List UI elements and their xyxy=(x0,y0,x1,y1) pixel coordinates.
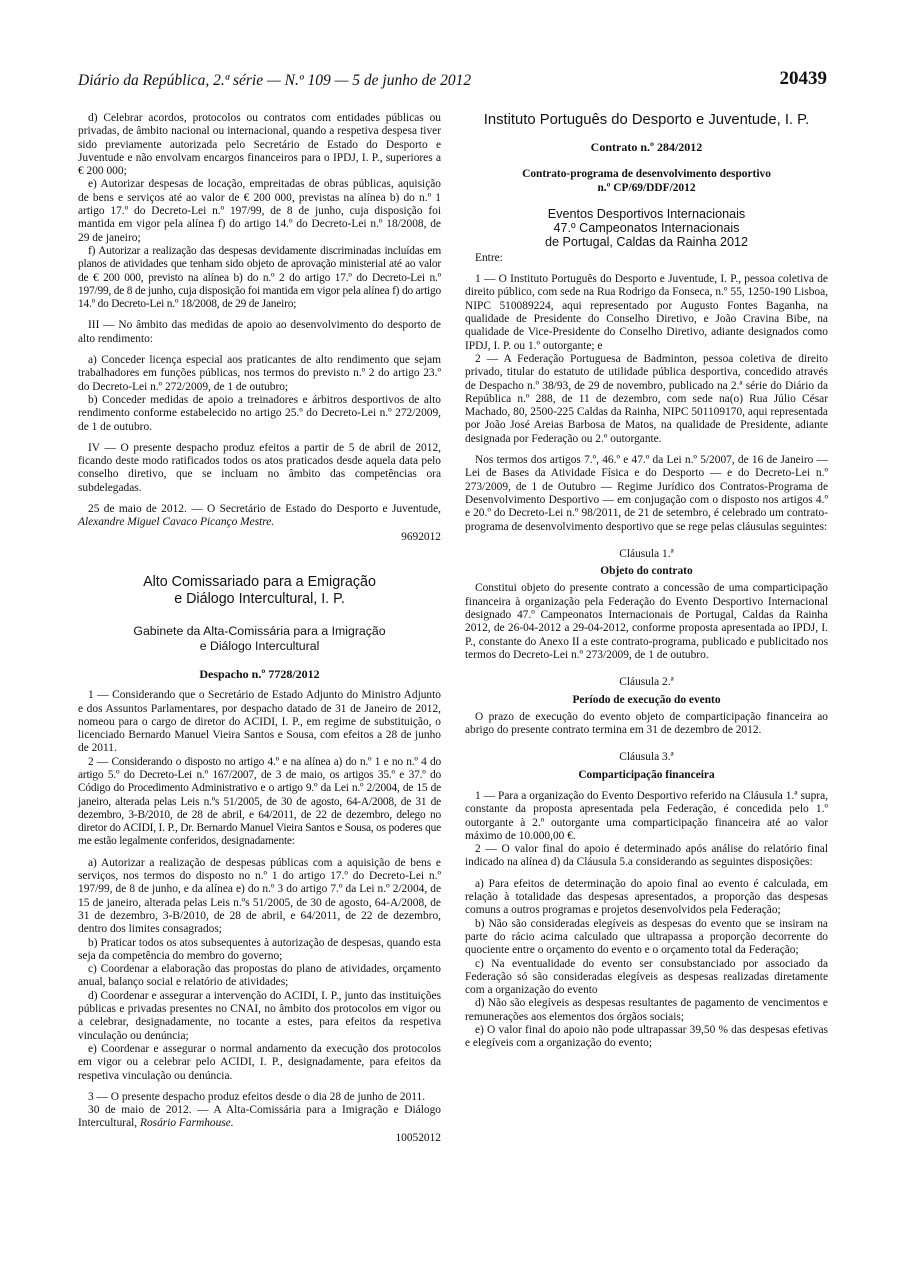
signer-2: Rosário Farmhouse. xyxy=(140,1117,234,1130)
event-title xyxy=(465,207,828,249)
clause-3-label: Cláusula 3.ª xyxy=(619,751,674,764)
clause-1-label: Cláusula 1.ª xyxy=(619,547,674,560)
despacho-paragraph-3: 3 — O presente despacho produz efeitos desde o dia 28 de junho de 2011. xyxy=(88,1090,426,1103)
program-title xyxy=(465,168,828,195)
contract-paragraph-2: 2 — A Federação Portuguesa de Badminton, pessoa coletiva de direito privado, titular do estatuto de utilidade pública desportiva, concedido através de Despacho n.º 38/93, de 29 de novembro, publicado na 2.ª série do Diário da República n.º 288, de 11 de dezembro, com sede na(o) Rua Júlio César Machado, 80, 2500-225 Caldas da Rainha, NIPC 501109170, aqui representada por João José Areias Barbosa de Matos, na qualidade de Presidente, adiante designada por Federação ou 2.º outorgante. xyxy=(465,352,828,445)
clause-3-item-e: e) O valor final do apoio não pode ultrapassar 39,50 % das despesas efetivas e elegíveis com a organização do evento; xyxy=(465,1024,828,1050)
org-subtitle-line1: Gabinete da Alta-Comissária para a Imigração xyxy=(133,623,386,638)
entre-label: Entre: xyxy=(475,251,503,264)
institute-title: Instituto Português do Desporto e Juventude, I. P. xyxy=(483,112,810,128)
event-title-line1: Eventos Desportivos Internacionais xyxy=(547,206,746,221)
paragraph-f: f) Autorizar a realização das despesas devidamente discriminadas incluídas em planos de atividades que tenham sido objeto de aprovação ministerial até ao valor de € 200 000, previsto na alínea b) do n.º 2 do artigo 17.º do Decreto-Lei n.º 197/99, de 8 de junho, cuja disposição foi mantida em vigor pela alínea f) do artigo 14.º do Decreto-Lei n.º 18/2008, de 29 de Janeiro; xyxy=(78,244,441,311)
contract-paragraph-1: 1 — O Instituto Português do Desporto e Juventude, I. P., pessoa coletiva de direito público, com sede na Rua Rodrigo da Fonseca, n.º 55, 1250-190 Lisboa, NIPC 510089224, aqui representado por Augusto Fontes Baganha, na qualidade de Presidente do Conselho Diretivo, e João Cravina Bibe, na qualidade de Vice-Presidente do Conselho Diretivo, adiante designados como IPDJ, I. P. ou 1.º outorgante; e xyxy=(465,273,828,352)
contract-title: Contrato n.º 284/2012 xyxy=(590,140,703,154)
left-column xyxy=(78,112,441,1145)
clause-3-item-d: d) Não são elegíveis as despesas resultantes de pagamento de vencimentos e remunerações aos elementos dos órgãos sociais; xyxy=(465,997,828,1023)
org-title-line1: Alto Comissariado para a Emigração xyxy=(143,573,376,590)
right-column xyxy=(465,112,828,1051)
org-subtitle xyxy=(78,624,441,654)
page-number: 20439 xyxy=(779,68,827,89)
clause-2-title: Período de execução do evento xyxy=(572,693,721,706)
clause-3-item-a: a) Para efeitos de determinação do apoio final ao evento é calculada, em relação à totalidade das despesas apresentados, a proporção das despesas comuns a outros programas e projetos desenvolvidos pela Federação; xyxy=(465,877,828,917)
page-header xyxy=(78,68,827,94)
clause-3-title: Comparticipação financeira xyxy=(578,768,715,781)
date-line-2 xyxy=(78,1104,441,1131)
clause-2-label: Cláusula 2.ª xyxy=(619,676,674,689)
despacho-paragraph-2c: c) Coordenar a elaboração das propostas do plano de atividades, orçamento anual, balanço social e relatório de atividades; xyxy=(78,963,441,989)
despacho-paragraph-2b: b) Praticar todos os atos subsequentes à autorização de despesas, quando esta seja da competência do membro do governo; xyxy=(78,936,441,962)
contract-terms-paragraph: Nos termos dos artigos 7.º, 46.º e 47.º da Lei n.º 5/2007, de 16 de Janeiro — Lei de Bases da Atividade Física e do Desporto — e do Decreto-Lei n.º 273/2009, de 1 de Outubro — Regime Jurídico dos Contratos-Programa de Desenvolvimento Desportivo — em conjugação com o disposto nos artigos 4.º e 20.º do Decreto-Lei n.º 98/2011, de 21 de setembro, é celebrado um contrato-programa de desenvolvimento desportivo que se rege pelas cláusulas seguintes: xyxy=(465,454,828,533)
paragraph-iii-b: b) Conceder medidas de apoio a treinadores e árbitros desportivos de alto rendimento conforme estabelecido no artigo 25.º do Decreto-Lei n.º 272/2009, de 1 de outubro. xyxy=(78,393,441,433)
event-title-line2: 47.º Campeonatos Internacionais xyxy=(553,220,740,235)
signer-1: Alexandre Miguel Cavaco Picanço Mestre. xyxy=(78,516,275,529)
clause-1-text: Constitui objeto do presente contrato a concessão de uma comparticipação financeira à organização pela Federação do Evento Desportivo Internacional designado 47.º Campeonatos Internacionais de Portugal, Caldas da Rainha 2012, de 26-04-2012 a 29-04-2012, conforme proposta apresentada ao IPDJ, I. P., constante do Anexo II a este contrato-programa, publicado e publicitado nos termos do Decreto-Lei n.º 273/2009, de 1 de outubro. xyxy=(465,582,828,661)
clause-3-paragraph-1: 1 — Para a organização do Evento Desportivo referido na Cláusula 1.ª supra, constante da proposta apresentada pela Federação, é concedida pelo 1.º outorgante à 2.º outorgante uma comparticipação financeira até ao valor máximo de 10.000,00 €. xyxy=(465,789,828,842)
clause-3-item-b: b) Não são consideradas elegíveis as despesas do evento que se insiram na parte do rácio acima calculado que ultrapassa a proporção decorrente do quociente entre o orçamento do evento e o orçamento total da Federação; xyxy=(465,917,828,957)
despacho-paragraph-1: 1 — Considerando que o Secretário de Estado Adjunto do Ministro Adjunto e dos Assuntos Parlamentares, por despacho datado de 31 de Janeiro de 2012, nomeou para o cargo de diretor do ACIDI, I. P., em regime de substituição, o licenciado Bernardo Manuel Vieira Santos e Sousa, com efeitos a 28 de junho de 2011. xyxy=(78,689,441,755)
date-line-1 xyxy=(78,503,441,530)
reference-number-1: 9692012 xyxy=(401,530,441,543)
paragraph-iv: IV — O presente despacho produz efeitos a partir de 5 de abril de 2012, ficando deste modo ratificados todos os atos praticados desde aquela data pelo conselho diretivo, que se incluam no âmbito das competências ora subdelegadas. xyxy=(78,441,441,494)
program-title-line2: n.º CP/69/DDF/2012 xyxy=(597,181,696,194)
clause-1-title: Objeto do contrato xyxy=(600,565,693,578)
despacho-title: Despacho n.º 7728/2012 xyxy=(199,666,320,681)
paragraph-e: e) Autorizar despesas de locação, empreitadas de obras públicas, aquisição de bens e serviços até ao valor de € 200 000, previstas na alínea b) do n.º 1 artigo 17.º do Decreto-Lei n.º 197/99, de 8 de junho, cuja disposição foi mantida em vigor pela alínea f) do artigo 14.º do Decreto-Lei n.º 18/2008, de 29 de janeiro; xyxy=(78,178,441,244)
date-text-2: 30 de maio de 2012. — A Alta-Comissária para a Imigração e Diálogo Intercultural, xyxy=(78,1104,441,1130)
org-subtitle-line2: e Diálogo Intercultural xyxy=(199,638,320,653)
journal-title: Diário da República, 2.ª série — N.º 109 — 5 de junho de 2012 xyxy=(78,72,472,89)
date-text-1: 25 de maio de 2012. — O Secretário de Estado do Desporto e Juventude, xyxy=(88,503,441,516)
clause-3-item-c: c) Na eventualidade do evento ser consubstanciado por associado da Federação só são consideradas elegíveis as despesas realizadas diretamente com a organização do evento xyxy=(465,957,828,997)
paragraph-iii-a: a) Conceder licença especial aos praticantes de alto rendimento que sejam trabalhadores em funções públicas, nos termos do previsto n.º 2 do artigo 23.º do Decreto-Lei n.º 272/2009, de 1 de outubro; xyxy=(78,354,441,393)
despacho-paragraph-2: 2 — Considerando o disposto no artigo 4.º e na alínea a) do n.º 1 e no n.º 4 do artigo 5.º do Decreto-Lei n.º 167/2007, de 3 de maio, os artigos 35.º e 37.º do Código do Procedimento Administrativo e o artigo 9.º da Lei n.º 2/2004, de 15 de janeiro, alterada pelas Leis n.ºs 51/2005, de 30 de agosto, 64-A/2008, de 31 de dezembro, 3-B/2010, de 28 de abril, e 64/2011, de 22 de dezembro, delego no diretor do ACIDI, I. P., Dr. Bernardo Manuel Vieira Santos e Sousa, os poderes que me estão legalmente conferidos, designadamente: xyxy=(78,755,441,848)
reference-number-2: 10052012 xyxy=(395,1131,441,1144)
org-title-line2: e Diálogo Intercultural, I. P. xyxy=(174,590,345,607)
clause-3-paragraph-2: 2 — O valor final do apoio é determinado após análise do relatório final indicado na alínea d) da Cláusula 5.a considerando as seguintes disposições: xyxy=(465,843,828,869)
program-title-line1: Contrato-programa de desenvolvimento desportivo xyxy=(522,168,771,181)
paragraph-iii: III — No âmbito das medidas de apoio ao desenvolvimento do desporto de alto rendimento: xyxy=(78,319,441,345)
paragraph-d: d) Celebrar acordos, protocolos ou contratos com entidades públicas ou privadas, de âmbito nacional ou internacional, quando a respetiva despesa tiver sido previamente autorizada pelo Secretário de Estado do Desporto e Juventude e não envolvam encargos financeiros para o IPDJ, I. P., superiores a € 200 000; xyxy=(78,112,441,178)
despacho-paragraph-2e: e) Coordenar e assegurar o normal andamento da execução dos protocolos em vigor ou a celebrar pelo ACIDI, I. P., designadamente, para efeitos da respetiva vinculação ou denúncia. xyxy=(78,1042,441,1082)
org-title xyxy=(78,574,441,608)
despacho-paragraph-2d: d) Coordenar e assegurar a intervenção do ACIDI, I. P., junto das instituições públicas e privadas presentes no CNAI, no âmbito dos protocolos em vigor ou a celebrar, designadamente, no tocante a estes, para efeitos da respetiva vinculação ou denúncia; xyxy=(78,989,441,1042)
event-title-line3: de Portugal, Caldas da Rainha 2012 xyxy=(544,234,749,249)
clause-2-text: O prazo de execução do evento objeto de comparticipação financeira ao abrigo do presente contrato termina em 31 de dezembro de 2012. xyxy=(465,710,828,737)
despacho-paragraph-2a: a) Autorizar a realização de despesas públicas com a aquisição de bens e serviços, nos termos do disposto no n.º 1 do artigo 17.º do Decreto-Lei n.º 197/99, de 8 de junho, e da alínea e) do n.º 3 do artigo 7.º da Lei n.º 2/2004, de 15 de janeiro, alterada pelas Leis n.ºs 51/2005, de 30 de agosto, 64-A/2008, de 31 de dezembro, 3-B/2010, de 28 de abril, e 64/2011, de 22 de dezembro, dentro dos limites consagrados; xyxy=(78,856,441,936)
